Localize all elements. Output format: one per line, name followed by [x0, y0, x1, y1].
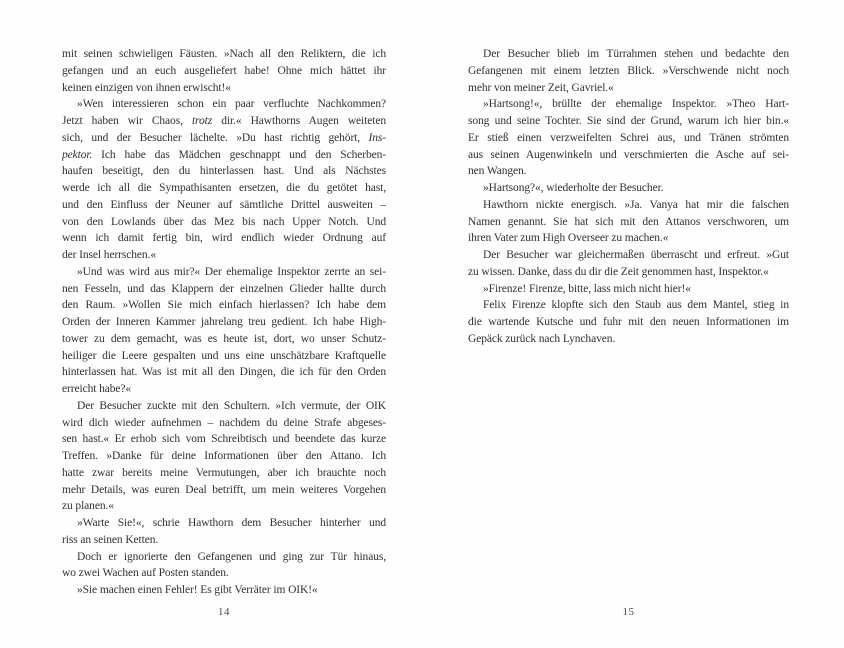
text-line [62, 163, 386, 180]
text-line [62, 281, 386, 298]
text-segment: von den Lowlands über das Mez bis nach Upper Notch. Und [62, 215, 386, 228]
text-line [62, 431, 386, 448]
text-segment: hatte zwar bereits meine Vermutungen, aber ich brauchte noch [62, 466, 386, 479]
text-segment: Er stieß einen verzweifelten Schrei aus, und Tränen strömten [468, 131, 789, 144]
text-segment: »Sie machen einen Fehler! Es gibt Verräter im OIK!« [77, 584, 318, 596]
text-segment: haufen beseitigt, den du hinterlassen hast. Und als Nächstes [62, 165, 386, 178]
text-segment: »Warte Sie!«, schrie Hawthorn dem Besucher hinterher und [77, 517, 386, 529]
text-line [468, 130, 789, 147]
text-line [62, 348, 386, 365]
text-segment: sich, und der Besucher lächelte. »Du hast richtig gehört, [62, 131, 369, 144]
text-line [62, 264, 386, 281]
text-line [468, 96, 789, 113]
text-segment: und den Einfluss der Neuner auf sämtliche Drittel ausweiten – [62, 198, 386, 211]
text-segment: heiliger die Leere gespalten und uns eine unschätzbare Kraftquelle [62, 349, 386, 362]
text-line [468, 113, 789, 130]
page-number-left: 14 [218, 606, 230, 618]
text-line [468, 197, 789, 214]
text-segment: »Firenze! Firenze, bitte, lass mich nicht hier!« [483, 282, 691, 295]
text-segment: die wartende Kutsche und fuhr mit den neuen Informationen im [468, 316, 789, 328]
text-line [62, 549, 386, 566]
text-line [468, 147, 789, 164]
text-segment: mehr von meiner Zeit, Gavriel.« [468, 81, 614, 94]
text-line [62, 297, 386, 314]
text-line [62, 130, 386, 147]
text-line [468, 230, 789, 247]
text-segment: mehr Details, was euren Deal betrifft, um mein weiteres Vorgehen [62, 483, 386, 496]
text-line [468, 163, 789, 180]
text-line [468, 46, 789, 63]
text-segment: hinterlassen hat. Was ist mit all den Dingen, die ich für den Orden [62, 366, 386, 379]
text-line [62, 180, 386, 197]
text-line [468, 63, 789, 80]
text-segment: riss an seinen Ketten. [62, 533, 159, 546]
text-line [62, 197, 386, 214]
text-segment: »Und was wird aus mir?« Der ehemalige Inspektor zerrte an sei- [77, 265, 386, 278]
text-segment: »Hartsong?«, wiederholte der Besucher. [483, 182, 664, 194]
text-line [62, 247, 386, 264]
text-line [62, 565, 386, 582]
text-segment: trotz [191, 115, 213, 127]
page-left-text-block [62, 46, 386, 599]
text-line [62, 582, 386, 599]
text-line [468, 314, 789, 331]
text-segment: Der Besucher zuckte mit den Schultern. »Ich vermute, der OIK [77, 399, 386, 412]
page-right-text-block [468, 46, 789, 348]
text-segment: dir.« Hawthorns Augen weiteten [212, 115, 386, 127]
text-segment: zu planen.« [62, 500, 114, 513]
text-segment: wo zwei Wachen auf Posten standen. [62, 567, 229, 580]
text-segment: Der Besucher blieb im Türrahmen stehen und bedachte den [483, 48, 789, 60]
text-segment: zu wissen. Danke, dass du dir die Zeit genommen hast, Inspektor.« [468, 265, 769, 278]
text-segment: ihren Vater zum High Overseer zu machen.« [468, 232, 669, 245]
text-line [468, 297, 789, 314]
text-segment: erreicht habe?« [62, 383, 132, 395]
text-segment: gefangen und an euch ausgeliefert habe! Ohne mich hättet ihr [62, 64, 386, 77]
text-segment: Doch er ignorierte den Gefangenen und ging zur Tür hinaus, [77, 550, 386, 563]
text-segment: den Raum. »Wollen Sie mich einfach hierlassen? Ich habe dem [62, 299, 386, 312]
text-line [468, 264, 789, 281]
text-line [468, 281, 789, 298]
text-segment: Felix Firenze klopfte sich den Staub aus dem Mantel, stieg in [483, 299, 789, 312]
text-line [468, 331, 789, 348]
text-segment: Gepäck zurück nach Lynchaven. [468, 332, 616, 345]
text-line [62, 80, 386, 97]
text-segment: Treffen. »Danke für deine Informationen über den Attano. Ich [62, 450, 386, 462]
text-segment: aus seinen Augenwinkeln und verschmierten die Asche auf sei- [468, 148, 789, 161]
text-segment: sen hast.« Er erhob sich vom Schreibtisch und beendete das kurze [62, 433, 386, 446]
text-segment: mit seinen schwieligen Fäusten. »Nach all den Reliktern, die ich [62, 48, 386, 60]
text-line [62, 415, 386, 432]
text-line [62, 515, 386, 532]
text-segment: der Insel herrschen.« [62, 249, 157, 261]
text-line [62, 147, 386, 164]
text-line [468, 214, 789, 231]
text-segment: nen Fesseln, und das Klappern der einzelnen Glieder hallte durch [62, 282, 386, 295]
text-segment: wenn ich damit fertig bin, wird endlich wieder Ordnung auf [62, 232, 386, 245]
text-segment: wird dich wieder aufnehmen – nachdem du deine Strafe abgeses- [62, 416, 386, 429]
text-segment: nen Wangen. [468, 165, 527, 178]
text-segment: »Wen interessieren schon ein paar verfluchte Nachkommen? [77, 98, 386, 111]
text-line [62, 96, 386, 113]
text-line [62, 381, 386, 398]
text-line [62, 63, 386, 80]
text-segment: »Hartsong!«, brüllte der ehemalige Inspektor. »Theo Hart- [483, 98, 789, 111]
text-segment: Ins- [368, 131, 386, 144]
text-line [62, 331, 386, 348]
text-segment: Hawthorn nickte energisch. »Ja. Vanya hat mir die falschen [483, 198, 789, 211]
text-line [62, 230, 386, 247]
text-line [468, 80, 789, 97]
text-line [62, 364, 386, 381]
text-segment: Gefangenen mit einem letzten Blick. »Verschwende nicht noch [468, 64, 789, 77]
text-segment: werde ich all die Sympathisanten ersetzen, die du getötet hast, [62, 182, 386, 194]
text-line [62, 498, 386, 515]
text-segment: Orden der Inneren Kammer jahrelang treu gedient. Ich habe High- [62, 316, 386, 328]
text-line [62, 314, 386, 331]
text-line [62, 482, 386, 499]
text-line [62, 465, 386, 482]
text-line [468, 180, 789, 197]
text-segment: song und seine Tochter. Sie sind der Grund, warum ich hier bin.« [468, 115, 789, 127]
text-line [62, 398, 386, 415]
text-segment: keinen einzigen von ihnen erwischt!« [62, 81, 231, 94]
text-segment: Jetzt haben wir Chaos, [62, 115, 192, 127]
text-line [62, 448, 386, 465]
page-number-right: 15 [622, 606, 635, 618]
text-segment: Ich habe das Mädchen geschnappt und den Scherben- [92, 148, 386, 161]
text-segment: Der Besucher war gleichermaßen überrascht und erfreut. »Gut [483, 249, 789, 261]
text-line [62, 532, 386, 549]
text-segment: Namen genannt. Sie hat sich mit den Attanos verschworen, um [468, 215, 789, 228]
text-segment: tower zu dem gemacht, was es heute ist, dort, wo unser Schutz- [62, 332, 386, 345]
text-segment: pektor. [62, 148, 93, 161]
text-line [62, 46, 386, 63]
text-line [62, 214, 386, 231]
text-line [468, 247, 789, 264]
text-line [62, 113, 386, 130]
